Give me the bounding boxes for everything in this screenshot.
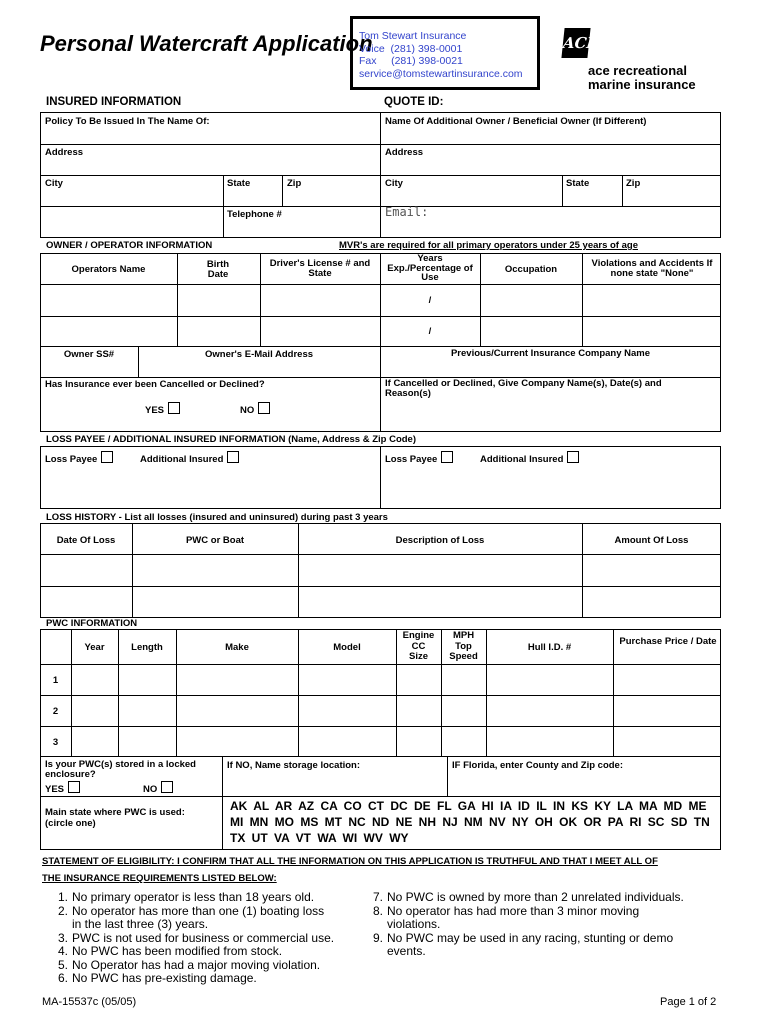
address-field[interactable]: Address: [45, 147, 84, 158]
statement-line2: THE INSURANCE REQUIREMENTS LISTED BELOW:: [42, 873, 277, 884]
telephone-field[interactable]: Telephone #: [227, 209, 282, 220]
percent-slash-2: /: [428, 326, 432, 337]
brand-line1: ace recreational: [588, 63, 688, 78]
eligibility-item: violations.: [387, 917, 441, 931]
col-model: Model: [333, 642, 361, 653]
eligibility-item: in the last three (3) years.: [72, 917, 209, 931]
loss-payee-option-2[interactable]: [385, 451, 453, 465]
loss-payee-heading: LOSS PAYEE / ADDITIONAL INSURED INFORMATION (Name, Address & Zip Code): [46, 434, 417, 445]
additional-insured-checkbox[interactable]: [227, 451, 239, 463]
agent-voice: Voice (281) 398-0001: [359, 42, 463, 55]
cancelled-detail-field[interactable]: If Cancelled or Declined, Give Company Name(s), Date(s) and Reason(s): [385, 378, 662, 399]
no-checkbox[interactable]: [258, 402, 270, 414]
col-license: Driver's License # and State: [269, 258, 371, 279]
pwc-row-number: 1: [52, 675, 59, 686]
additional-city-field[interactable]: City: [385, 178, 403, 189]
col-year: Year: [84, 642, 105, 653]
pwc-row-number: 2: [52, 706, 59, 717]
cancelled-question: Has Insurance ever been Cancelled or Declined?: [45, 379, 265, 390]
additional-state-field[interactable]: State: [566, 178, 590, 189]
yes-checkbox[interactable]: [68, 781, 80, 793]
col-length: Length: [131, 642, 163, 653]
eligibility-item: 7. No PWC is owned by more than 2 unrelated individuals.: [373, 890, 684, 904]
loss-payee-label: Loss Payee: [385, 454, 438, 465]
stored-yes[interactable]: [45, 781, 80, 795]
brand-name: [588, 64, 696, 92]
percent-slash-1: /: [428, 295, 432, 306]
agent-email: service@tomstewartinsurance.com: [359, 67, 523, 80]
additional-insured-label: Additional Insured: [140, 454, 224, 465]
owner-ss-field[interactable]: Owner SS#: [63, 349, 115, 360]
col-birth-date: Birth Date: [206, 259, 230, 280]
stored-question: Is your PWC(s) stored in a locked enclosure?: [45, 759, 196, 780]
eligibility-item: 3. PWC is not used for business or commercial use.: [58, 930, 335, 945]
loss-payee-checkbox[interactable]: [101, 451, 113, 463]
mvr-note: MVR's are required for all primary operators under 25 years of age: [339, 240, 638, 251]
form-id: MA-15537c (05/05): [42, 996, 137, 1008]
page-title: Personal Watercraft Application: [40, 31, 373, 56]
col-engine: Engine CC Size: [402, 630, 435, 662]
page-number: Page 1 of 2: [660, 996, 717, 1008]
eligibility-item: 5. No Operator has had a major moving violation.: [58, 957, 321, 972]
agent-fax: Fax (281) 398-0021: [359, 55, 463, 67]
owner-email-field[interactable]: Owner's E-Mail Address: [204, 349, 314, 360]
brand-line2: marine insurance: [588, 77, 696, 92]
loss-history-heading: LOSS HISTORY - List all losses (insured and uninsured) during past 3 years: [46, 512, 388, 523]
col-occupation: Occupation: [504, 264, 558, 275]
eligibility-item: 2. No operator has more than one (1) boating loss: [58, 903, 325, 918]
state-line[interactable]: MI MN MO MS MT NC ND NE NH NJ NM NV NY OH OK OR PA RI SC SD TN: [230, 815, 710, 829]
col-hull-id: Hull I.D. #: [527, 642, 572, 653]
zip-field[interactable]: Zip: [287, 178, 302, 189]
no-label: NO: [240, 405, 255, 416]
state-field[interactable]: State: [227, 178, 251, 189]
state-line[interactable]: AK AL AR AZ CA CO CT DC DE FL GA HI IA ID IL IN KS KY LA MA MD ME: [230, 799, 707, 813]
additional-address-field[interactable]: Address: [385, 147, 424, 158]
additional-insured-label: Additional Insured: [480, 454, 564, 465]
yes-label: YES: [145, 405, 165, 416]
cancelled-yes[interactable]: [145, 402, 180, 416]
col-description: Description of Loss: [395, 535, 485, 546]
email-field[interactable]: Email:: [385, 205, 429, 219]
additional-insured-checkbox[interactable]: [567, 451, 579, 463]
loss-payee-checkbox[interactable]: [441, 451, 453, 463]
additional-owner-field[interactable]: Name Of Additional Owner / Beneficial Owner (If Different): [385, 116, 647, 127]
yes-checkbox[interactable]: [168, 402, 180, 414]
eligibility-list-right: [373, 891, 684, 959]
no-label: NO: [143, 784, 158, 795]
col-make: Make: [225, 642, 249, 653]
quote-id-label: QUOTE ID:: [384, 96, 444, 108]
additional-insured-option-1[interactable]: [140, 451, 239, 465]
eligibility-item: 4. No PWC has been modified from stock.: [58, 944, 283, 958]
policy-name-field[interactable]: Policy To Be Issued In The Name Of:: [45, 116, 210, 127]
agent-stamp: [350, 16, 540, 90]
state-options[interactable]: [230, 798, 710, 846]
col-pwc-or-boat: PWC or Boat: [185, 535, 245, 546]
col-date-of-loss: Date Of Loss: [56, 535, 116, 546]
eligibility-list-left: [58, 891, 334, 986]
col-violations: Violations and Accidents If none state "None": [591, 258, 713, 279]
col-amount: Amount Of Loss: [614, 535, 689, 546]
eligibility-item: 8. No operator has had more than 3 minor moving: [373, 903, 640, 918]
col-years-exp: Years Exp./Percentage of Use: [387, 253, 473, 283]
storage-location-field[interactable]: If NO, Name storage location:: [227, 760, 361, 771]
insured-heading: INSURED INFORMATION: [46, 96, 182, 108]
city-field[interactable]: City: [45, 178, 63, 189]
operator-heading: OWNER / OPERATOR INFORMATION: [46, 240, 213, 251]
additional-insured-option-2[interactable]: [480, 451, 579, 465]
loss-payee-option-1[interactable]: [45, 451, 113, 465]
cancelled-no[interactable]: [240, 402, 270, 416]
col-mph: MPH Top Speed: [449, 630, 478, 662]
statement-line1: STATEMENT OF ELIGIBILITY: I CONFIRM THAT ALL THE INFORMATION ON THIS APPLICATION IS TRUTHFUL AND THAT I MEET ALL OF: [42, 856, 658, 867]
eligibility-item: events.: [387, 944, 426, 958]
col-purchase: Purchase Price / Date: [619, 636, 717, 647]
additional-zip-field[interactable]: Zip: [626, 178, 641, 189]
ace-logo: ACE: [561, 28, 590, 58]
eligibility-item: 6. No PWC has pre-existing damage.: [58, 971, 257, 985]
loss-payee-label: Loss Payee: [45, 454, 98, 465]
stored-no[interactable]: [143, 781, 173, 795]
yes-label: YES: [45, 784, 65, 795]
main-state-label: Main state where PWC is used: (circle one): [45, 807, 185, 829]
no-checkbox[interactable]: [161, 781, 173, 793]
eligibility-item: 9. No PWC may be used in any racing, stunting or demo: [373, 930, 674, 945]
pwc-row-number: 3: [52, 737, 59, 748]
florida-county-field[interactable]: IF Florida, enter County and Zip code:: [452, 760, 624, 771]
col-operator-name: Operators Name: [71, 264, 146, 275]
agent-name: Tom Stewart Insurance: [359, 30, 467, 42]
state-line[interactable]: TX UT VA VT WA WI WV WY: [230, 831, 409, 845]
eligibility-item: 1. No primary operator is less than 18 years old.: [58, 890, 315, 904]
prev-company-field[interactable]: Previous/Current Insurance Company Name: [450, 348, 651, 359]
pwc-heading: PWC INFORMATION: [46, 618, 138, 629]
